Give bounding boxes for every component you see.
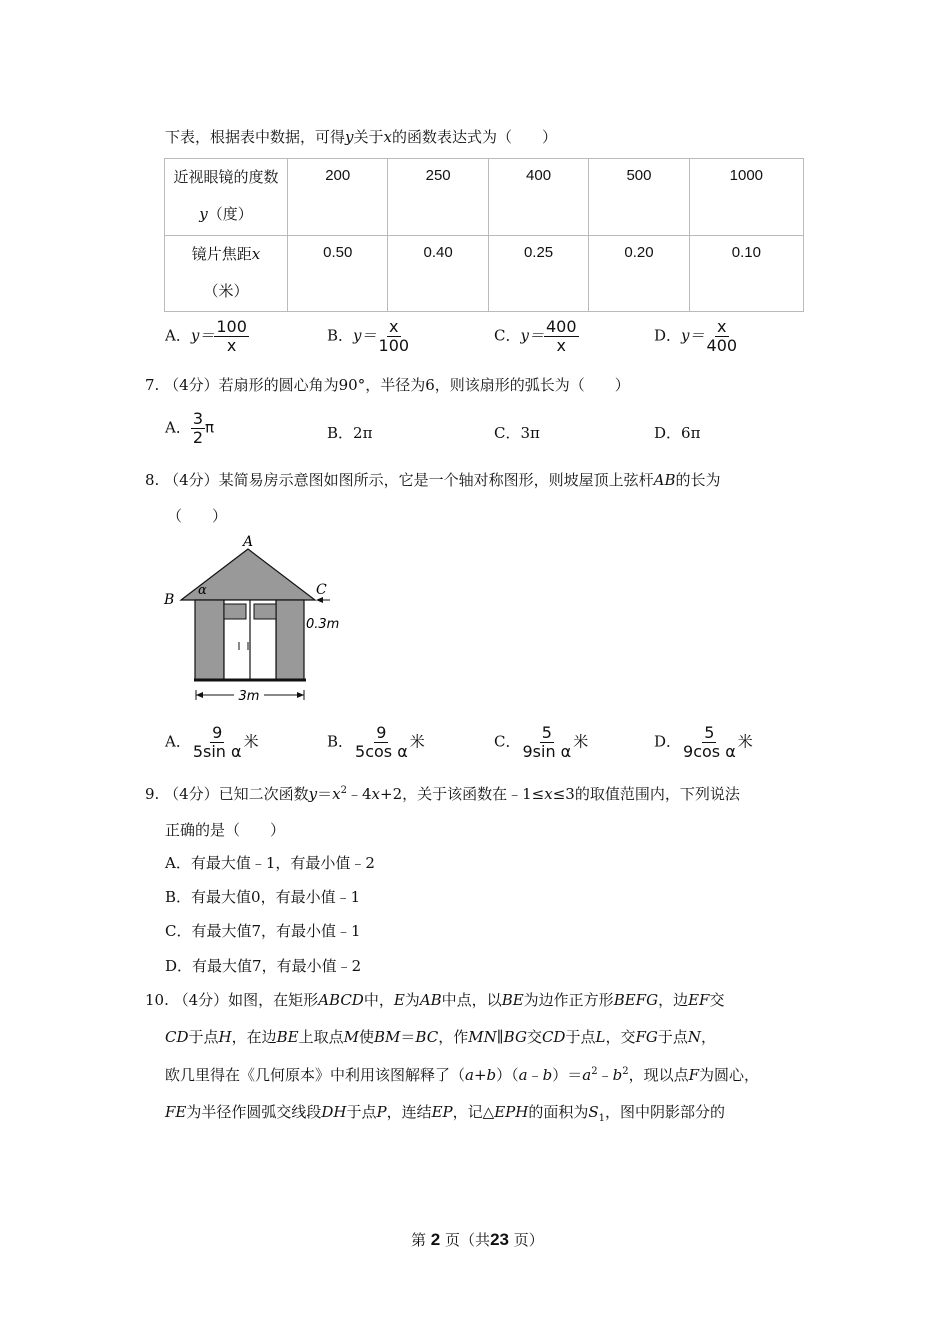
option-lhs: y＝ [520,326,544,345]
text: ，作 [438,1028,469,1046]
var: P [376,1103,387,1121]
unit-degree: （度） [207,205,253,223]
q9-option-b: B．有最大值0，有最小值﹣1 [165,888,361,906]
text: + [473,1066,487,1084]
option-text: 6π [681,424,701,442]
fraction [191,724,244,761]
row1-header [165,159,288,236]
var: L [595,1028,606,1046]
var-x: x [332,785,341,803]
text: 为边作正方形 [523,991,614,1009]
question-text-end: ≤3的取值范围内，下列说法 [552,785,740,803]
var: BG [503,1028,527,1046]
term: ﹣4 [346,785,372,803]
unit: 米 [243,732,259,751]
label-a: A [243,534,254,550]
row2-header [165,236,288,312]
fraction [705,318,740,355]
var-x: x [383,128,392,146]
left-wall [195,600,224,680]
table-cell: 0.50 [288,236,388,312]
table-cell: 500 [589,159,689,236]
var: BE [276,1028,299,1046]
house-figure [160,532,360,710]
text: ， [701,1028,717,1046]
q7-option-a [165,410,214,447]
table-cell: 1000 [689,159,803,236]
q6-option-c [494,318,579,355]
label-c: C [316,582,327,598]
option-letter: D． [654,326,682,345]
q7-option-c [494,422,540,443]
text: 为半径作圆弧交线段 [186,1103,322,1121]
label-alpha: α [198,583,207,598]
var: BC [415,1028,439,1046]
equals: ＝ [317,785,333,803]
denominator: 5cos α [355,742,408,761]
denominator: x [226,336,237,355]
pi-symbol: π [205,418,215,437]
var: FE [165,1103,187,1121]
unit: 米 [737,732,753,751]
var-ab: AB [653,471,676,489]
var: BEFG [613,991,659,1009]
fraction [191,410,205,447]
q8-option-a [165,724,259,761]
var: F [688,1066,700,1084]
q10-line3 [165,1064,759,1085]
unit: 米 [573,732,589,751]
var: N [687,1028,701,1046]
denominator: 5sin α [192,742,242,761]
label-b: B [164,592,175,608]
table-cell: 250 [388,159,488,236]
row2-header-line2: （米） [203,282,249,300]
var: ABCD [318,991,364,1009]
var: E [393,991,405,1009]
footer-text: 页（共 [445,1231,491,1249]
q8-option-c [494,724,588,761]
text: 于点 [346,1103,377,1121]
table-cell: 0.20 [589,236,689,312]
text: 于点 [188,1028,219,1046]
total-pages: 23 [490,1230,509,1249]
numerator: x [717,317,727,336]
text: 交 [526,1028,542,1046]
option-text: 3π [520,424,540,442]
var-y: y [308,785,318,803]
q8-option-b [327,724,425,761]
text: ，记△ [452,1103,495,1121]
var-y: y [199,205,208,223]
question-number: 8. [145,471,160,489]
text: ，交 [605,1028,636,1046]
text: ）（ [496,1066,519,1084]
table-cell: 0.40 [388,236,488,312]
q6-stem-end: 的函数表达式为（ ） [391,128,557,146]
option-letter: C． [494,424,521,442]
q8-stem [145,469,721,490]
fraction [214,318,249,355]
q6-stem-text: 下表，根据表中数据，可得 [165,128,346,146]
denominator: 2 [192,428,204,447]
numerator: x [389,317,399,336]
footer-text: 第 [411,1231,427,1249]
question-number: 7. [145,376,160,394]
q9-option-d: D．有最大值7，有最小值﹣2 [165,957,362,975]
table-cell: 200 [288,159,388,236]
var: EPH [494,1103,529,1121]
var: EP [431,1103,453,1121]
text: ﹣ [597,1066,613,1084]
option-letter: D． [654,732,682,751]
page-number: 2 [430,1230,441,1249]
exponent: 2 [340,785,347,796]
var: b [542,1066,553,1084]
q7-stem [145,374,630,395]
text: 为 [404,991,420,1009]
var: BE [501,991,524,1009]
q6-option-a [165,318,249,355]
var: MN [468,1028,497,1046]
var: a [582,1066,592,1084]
text: 中点，以 [441,991,502,1009]
table-cell: 400 [488,159,588,236]
q10-line1 [145,989,724,1010]
fraction [353,724,410,761]
text: （4分）如图，在矩形 [173,991,319,1009]
option-letter: D． [654,424,682,442]
right-wall [276,600,304,680]
row2-header-line1 [165,236,287,273]
text: ，现以点 [628,1066,689,1084]
text: ＝ [400,1028,416,1046]
fraction [377,318,412,355]
text: 欧几里得在《几何原本》中利用该图解释了（ [165,1066,466,1084]
option-letter: A． [165,326,191,345]
q9-option-c: C．有最大值7，有最小值﹣1 [165,922,361,940]
option-letter: A． [165,732,191,751]
var: EF [688,991,710,1009]
var: M [343,1028,359,1046]
var: CD [541,1028,566,1046]
text: 中， [363,991,394,1009]
page-footer [411,1229,544,1250]
numerator: 9 [212,723,223,742]
q9-stem [145,783,740,804]
var: FG [635,1028,658,1046]
question-text-end: 的长为 [675,471,721,489]
text: 于点 [657,1028,688,1046]
numerator: 9 [376,723,387,742]
var-y: y [345,128,354,146]
option-lhs: y＝ [190,326,215,345]
q8-option-d [654,724,753,761]
text: ﹣ [527,1066,543,1084]
q9-stem-line2: 正确的是（ ） [165,821,286,839]
unit: 米 [409,732,425,751]
var-x: x [371,785,380,803]
var: S [588,1103,599,1121]
denominator: 100 [378,336,410,355]
denominator: 400 [706,336,738,355]
var-x: x [544,785,553,803]
option-letter: B． [327,326,354,345]
text: ，连结 [386,1103,432,1121]
var: DH [321,1103,347,1121]
option-letter: C． [494,326,521,345]
var: b [612,1066,623,1084]
var: AB [419,991,442,1009]
table-cell: 0.10 [689,236,803,312]
option-letter: B． [327,732,354,751]
fraction [544,318,579,355]
table-row [165,159,804,236]
text: 上取点 [298,1028,344,1046]
table-cell: 0.25 [488,236,588,312]
option-lhs: y＝ [353,326,377,345]
question-number: 10. [145,991,169,1009]
row1-header-line1: 近视眼镜的度数 [173,168,279,186]
exponent: 2 [591,1066,598,1077]
row2-header-text: 镜片焦距 [191,245,252,263]
var-x: x [251,245,261,263]
fraction [681,724,738,761]
q8-paren: （ ） [167,507,228,525]
q6-stem-mid: 关于 [353,128,384,146]
eave-label: 0.3m [306,617,340,632]
numerator: 5 [704,723,715,742]
q7-option-b [327,422,372,443]
question-text: （4分）若扇形的圆心角为90°，半径为6，则该扇形的弧长为（ ） [164,376,630,394]
option-letter: B． [327,424,354,442]
window-left [224,604,246,619]
option-text: 2π [353,424,373,442]
q10-line2 [165,1026,716,1047]
row1-header-line2 [165,196,287,233]
window-right [254,604,276,619]
question-text: （4分）已知二次函数 [164,785,309,803]
numerator: 100 [216,317,247,336]
numerator: 5 [541,723,552,742]
denominator: x [556,336,566,355]
question-text: （4分）某简易房示意图如图所示，它是一个轴对称图形，则坡屋顶上弦杆 [164,471,654,489]
footer-text: 页） [513,1231,544,1249]
q6-stem [165,126,557,147]
fraction [520,724,573,761]
text: ，图中阴影部分的 [605,1103,726,1121]
var: b [486,1066,497,1084]
var: BM [374,1028,401,1046]
width-label: 3m [238,689,260,704]
q6-option-b [327,318,411,355]
q7-option-d [654,422,700,443]
question-text-mid: +2，关于该函数在﹣1≤ [380,785,545,803]
text: 于点 [565,1028,596,1046]
arrow-left-icon [196,692,203,698]
text: 使 [359,1028,375,1046]
text: 为圆心， [699,1066,760,1084]
table-row [165,236,804,312]
lens-table [164,158,804,312]
option-letter: A． [165,418,191,437]
arrow-right-icon [297,692,304,698]
q10-line4 [165,1101,725,1124]
text: 交 [709,991,725,1009]
var: a [518,1066,528,1084]
denominator: 9sin α [522,742,572,761]
q9-option-a: A．有最大值﹣1，有最小值﹣2 [165,854,375,872]
text: ）＝ [552,1066,583,1084]
var: a [465,1066,474,1084]
numerator: 400 [545,317,577,336]
text: ∥ [496,1028,504,1046]
subscript: 1 [598,1113,605,1124]
var: CD [165,1028,189,1046]
text: ，在边 [231,1028,277,1046]
denominator: 9cos α [683,742,736,761]
numerator: 3 [192,409,204,428]
text: ，边 [658,991,689,1009]
option-letter: C． [494,732,521,751]
option-lhs: y＝ [681,326,705,345]
var: H [218,1028,232,1046]
text: 的面积为 [528,1103,589,1121]
question-number: 9. [145,785,160,803]
exponent: 2 [622,1066,629,1077]
q6-option-d [654,318,739,355]
